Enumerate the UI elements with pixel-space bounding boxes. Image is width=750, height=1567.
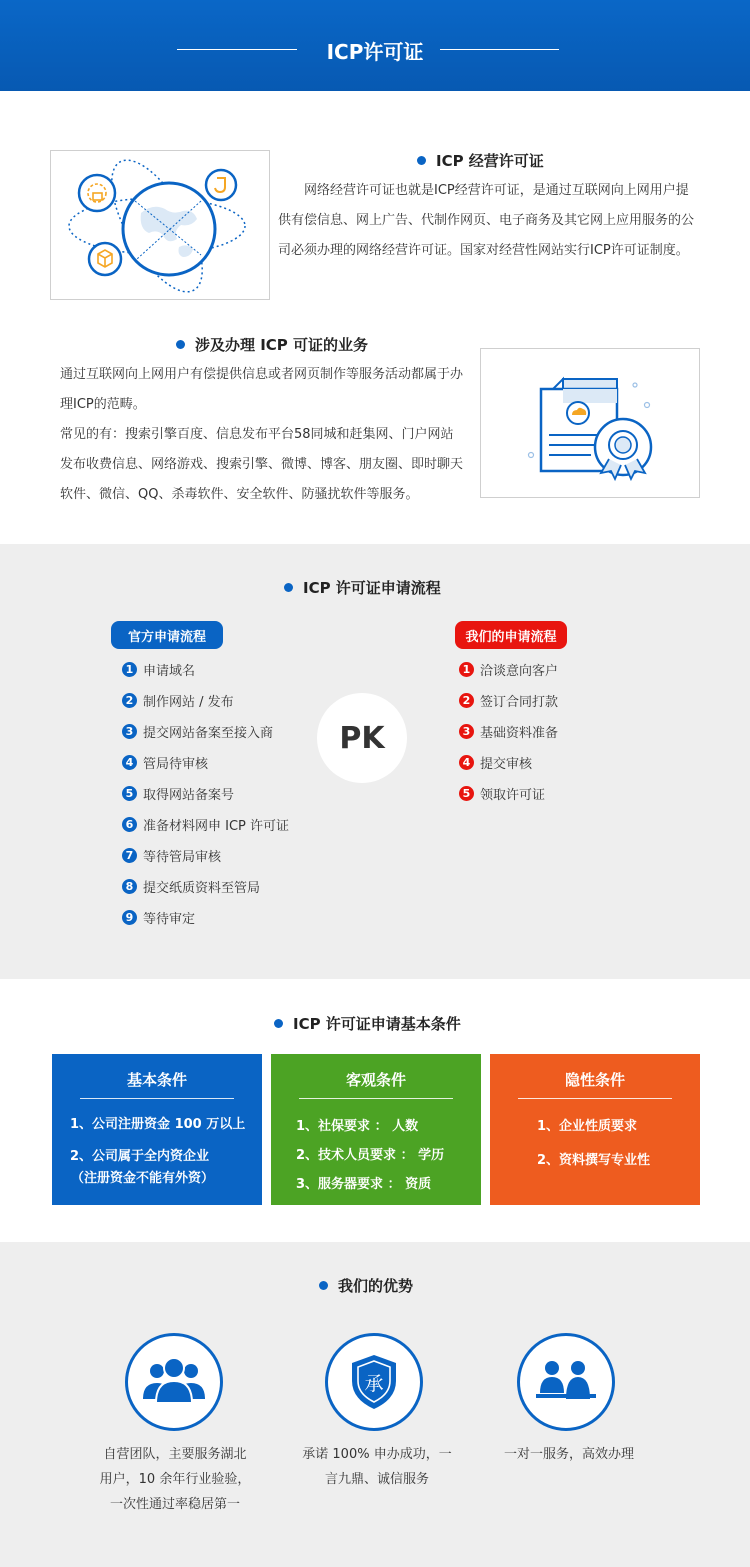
card-title: 基本条件 bbox=[126, 1071, 187, 1089]
step-text: 基础资料准备 bbox=[480, 726, 559, 741]
heading-bullet bbox=[176, 340, 185, 349]
official-step bbox=[122, 716, 289, 747]
hidden-conditions-card bbox=[490, 1054, 700, 1205]
card-item: 1、公司注册资金 100 万以上 bbox=[70, 1117, 246, 1132]
step-number: 5 bbox=[459, 786, 474, 801]
official-step bbox=[122, 840, 289, 871]
step-text: 制作网站 / 发布 bbox=[143, 695, 234, 710]
header-line-right bbox=[440, 49, 559, 50]
globe-network-icon bbox=[51, 151, 269, 299]
card-item: 1、社保要求 ： 人数 bbox=[296, 1119, 419, 1134]
official-step bbox=[122, 747, 289, 778]
promise-glyph: 承 bbox=[364, 1373, 384, 1395]
heading-bullet bbox=[319, 1281, 328, 1290]
card-item: （注册资金不能有外资） bbox=[71, 1171, 215, 1186]
card-divider bbox=[518, 1098, 672, 1099]
step-number: 6 bbox=[122, 817, 137, 832]
advantages-heading bbox=[319, 1275, 413, 1296]
step-text: 提交网站备案至接入商 bbox=[143, 726, 274, 741]
official-steps-list bbox=[122, 654, 289, 933]
section2-body bbox=[60, 360, 464, 510]
step-text: 领取许可证 bbox=[480, 788, 546, 803]
card-item: 2、公司属于全内资企业 bbox=[70, 1149, 210, 1164]
process-heading bbox=[284, 577, 441, 598]
advantage-text-promise bbox=[292, 1442, 462, 1492]
step-number: 2 bbox=[122, 693, 137, 708]
advantage-line: 用户，10 余年行业验验， bbox=[99, 1472, 251, 1487]
section2-paragraph-1: 通过互联网向上网用户有偿提供信息或者网页制作等服务活动都属于办理ICP的范畴。 bbox=[60, 367, 464, 412]
section1-heading bbox=[417, 150, 544, 171]
conditions-title: ICP 许可证申请基本条件 bbox=[293, 1015, 461, 1033]
card-title: 客观条件 bbox=[345, 1071, 406, 1089]
shield-promise-icon bbox=[325, 1333, 423, 1431]
official-process-label: 官方申请流程 bbox=[111, 621, 223, 649]
advantage-line: 自营团队，主要服务湖北 bbox=[103, 1447, 247, 1462]
card-item: 2、技术人员要求 ： 学历 bbox=[296, 1148, 445, 1163]
globe-illustration-box bbox=[50, 150, 270, 300]
step-text: 申请域名 bbox=[143, 664, 196, 679]
step-number: 4 bbox=[459, 755, 474, 770]
team-icon bbox=[125, 1333, 223, 1431]
section2-title: 涉及办理 ICP 可证的业务 bbox=[195, 336, 369, 354]
conditions-heading bbox=[274, 1013, 461, 1034]
objective-conditions-card bbox=[271, 1054, 481, 1205]
card-title: 隐性条件 bbox=[564, 1071, 625, 1089]
card-items bbox=[271, 1112, 481, 1199]
team-icon-graphic bbox=[139, 1357, 209, 1407]
step-number: 9 bbox=[122, 910, 137, 925]
official-step bbox=[122, 902, 289, 933]
advantage-line: 一对一服务，高效办理 bbox=[503, 1447, 634, 1462]
step-text: 管局待审核 bbox=[143, 757, 209, 772]
step-number: 8 bbox=[122, 879, 137, 894]
step-text: 等待管局审核 bbox=[143, 850, 222, 865]
section2-heading bbox=[176, 334, 368, 355]
certificate-illustration-box bbox=[480, 348, 700, 498]
step-text: 准备材料网申 ICP 许可证 bbox=[143, 819, 290, 834]
shield-icon-graphic bbox=[346, 1352, 402, 1412]
process-title: ICP 许可证申请流程 bbox=[303, 579, 441, 597]
card-item: 3、服务器要求 ： 资质 bbox=[296, 1177, 432, 1192]
step-text: 提交纸质资料至管局 bbox=[143, 881, 261, 896]
step-number: 7 bbox=[122, 848, 137, 863]
heading-bullet bbox=[274, 1019, 283, 1028]
our-step bbox=[459, 778, 558, 809]
card-divider bbox=[80, 1098, 234, 1099]
step-text: 提交审核 bbox=[480, 757, 533, 772]
step-number: 5 bbox=[122, 786, 137, 801]
step-number: 2 bbox=[459, 693, 474, 708]
our-process-label: 我们的申请流程 bbox=[455, 621, 567, 649]
certificate-icon bbox=[481, 349, 699, 497]
step-number: 1 bbox=[459, 662, 474, 677]
page-title: ICP许可证 bbox=[326, 40, 424, 64]
step-number: 3 bbox=[122, 724, 137, 739]
step-number: 3 bbox=[459, 724, 474, 739]
card-item: 2、资料撰写专业性 bbox=[537, 1153, 651, 1168]
card-divider bbox=[299, 1098, 453, 1099]
official-step bbox=[122, 871, 289, 902]
pk-badge: PK bbox=[317, 693, 407, 783]
advantage-text-team bbox=[90, 1442, 260, 1517]
advantage-line: 言九鼎、诚信服务 bbox=[324, 1472, 429, 1487]
advantage-line: 一次性通过率稳居第一 bbox=[109, 1497, 240, 1512]
card-items bbox=[490, 1110, 700, 1178]
step-text: 等待审定 bbox=[143, 912, 196, 927]
header-banner bbox=[0, 0, 750, 91]
official-step bbox=[122, 778, 289, 809]
our-step bbox=[459, 747, 558, 778]
heading-bullet bbox=[284, 583, 293, 592]
step-number: 1 bbox=[122, 662, 137, 677]
one-on-one-icon bbox=[517, 1333, 615, 1431]
one-on-one-icon-graphic bbox=[530, 1355, 602, 1409]
our-steps-list bbox=[459, 654, 558, 809]
step-text: 签订合同打款 bbox=[480, 695, 559, 710]
official-step bbox=[122, 654, 289, 685]
official-step bbox=[122, 809, 289, 840]
official-step bbox=[122, 685, 289, 716]
heading-bullet bbox=[417, 156, 426, 165]
card-items bbox=[52, 1114, 262, 1190]
our-step bbox=[459, 716, 558, 747]
our-step bbox=[459, 654, 558, 685]
card-item: 1、企业性质要求 bbox=[537, 1119, 638, 1134]
step-text: 取得网站备案号 bbox=[143, 788, 235, 803]
step-text: 洽谈意向客户 bbox=[480, 664, 559, 679]
advantage-line: 承诺 100% 申办成功，一 bbox=[302, 1447, 452, 1462]
section1-body: 网络经营许可证也就是ICP经营许可证，是通过互联网向上网用户提供有偿信息、网上广告、代制作网页、电子商务及其它网上应用服务的公司必须办理的网络经营许可证。国家对经营性网站实行ICP许可证制度。 bbox=[278, 183, 695, 258]
section2-paragraph-2: 常见的有：搜索引擎百度、信息发布平台58同城和赶集网、门户网站发布收费信息、网络游戏、搜索引擎、微博、博客、朋友圈、即时聊天软件、微信、QQ、杀毒软件、安全软件、防骚扰软件等服务。 bbox=[60, 427, 464, 502]
step-number: 4 bbox=[122, 755, 137, 770]
section1-title: ICP 经营许可证 bbox=[436, 152, 544, 170]
advantage-text-service bbox=[496, 1442, 642, 1467]
basic-conditions-card bbox=[52, 1054, 262, 1205]
advantages-title: 我们的优势 bbox=[338, 1277, 414, 1295]
our-step bbox=[459, 685, 558, 716]
